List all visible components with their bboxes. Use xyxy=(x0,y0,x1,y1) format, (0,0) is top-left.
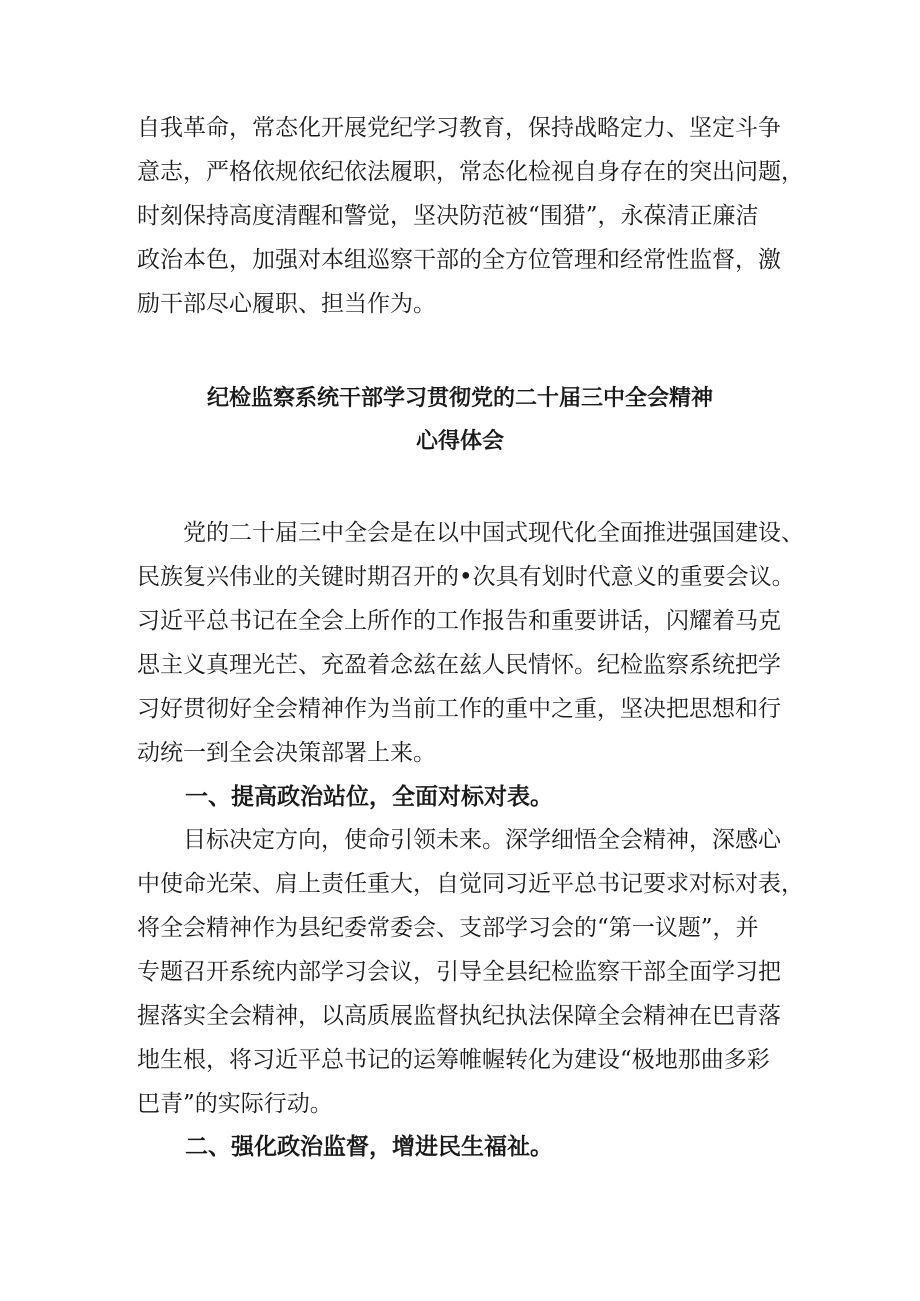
text-line: 目标决定方向，使命引领未来。深学细悟全会精神，深感心 xyxy=(137,827,781,853)
text-line: 政治本色，加强对本组巡察干部的全方位管理和经常性监督，激 xyxy=(137,247,781,273)
text-line: 思主义真理光芒、充盈着念兹在兹人民情怀。纪检监察系统把学 xyxy=(137,652,781,678)
text-line: 中使命光荣、肩上责任重大，自觉同习近平总书记要求对标对表， xyxy=(137,871,804,897)
text-line: 自我革命，常态化开展党纪学习教育，保持战略定力、坚定斗争 xyxy=(137,115,781,141)
text-line: 握落实全会精神，以高质展监督执纪执法保障全会精神在巴青落 xyxy=(137,1003,781,1029)
text-line: 动统一到全会决策部署上来。 xyxy=(137,740,436,766)
text-line: 专题召开系统内部学习会议，引导全县纪检监察干部全面学习把 xyxy=(137,959,781,985)
text-line: 时刻保持高度清醒和警觉，坚决防范被“围猎”，永葆清正廉洁 xyxy=(137,203,759,229)
text-line: 党的二十届三中全会是在以中国式现代化全面推进强国建设、 xyxy=(137,520,804,546)
text-line: 将全会精神作为县纪委常委会、支部学习会的“第一议题”，并 xyxy=(137,915,759,941)
text-line: 民族复兴伟业的关键时期召开的•次具有划时代意义的重要会议。 xyxy=(137,564,795,590)
paragraph-intro xyxy=(137,519,804,783)
text-line: 励干部尽心履职、担当作为。 xyxy=(137,291,436,317)
section-heading-2: 二、强化政治监督，增进民生福祉。 xyxy=(185,1134,553,1160)
paragraph-continuation xyxy=(137,114,804,334)
text-line: 习好贯彻好全会精神作为当前工作的重中之重，坚决把思想和行 xyxy=(137,696,781,722)
document-subtitle: 心得体会 xyxy=(415,429,504,454)
paragraph-section-1 xyxy=(137,826,804,1134)
text-line: 巴青”的实际行动。 xyxy=(137,1091,333,1117)
text-line: 地生根，将习近平总书记的运筹帷幄转化为建设“极地那曲多彩 xyxy=(137,1047,770,1073)
text-line: 习近平总书记在全会上所作的工作报告和重要讲话，闪耀着马克 xyxy=(137,608,781,634)
document-title: 纪检监察系统干部学习贯彻党的二十届三中全会精神 xyxy=(206,386,713,411)
section-heading-1: 一、提高政治站位，全面对标对表。 xyxy=(185,784,553,810)
text-line: 意志，严格依规依纪依法履职，常态化检视自身存在的突出问题， xyxy=(137,159,804,185)
